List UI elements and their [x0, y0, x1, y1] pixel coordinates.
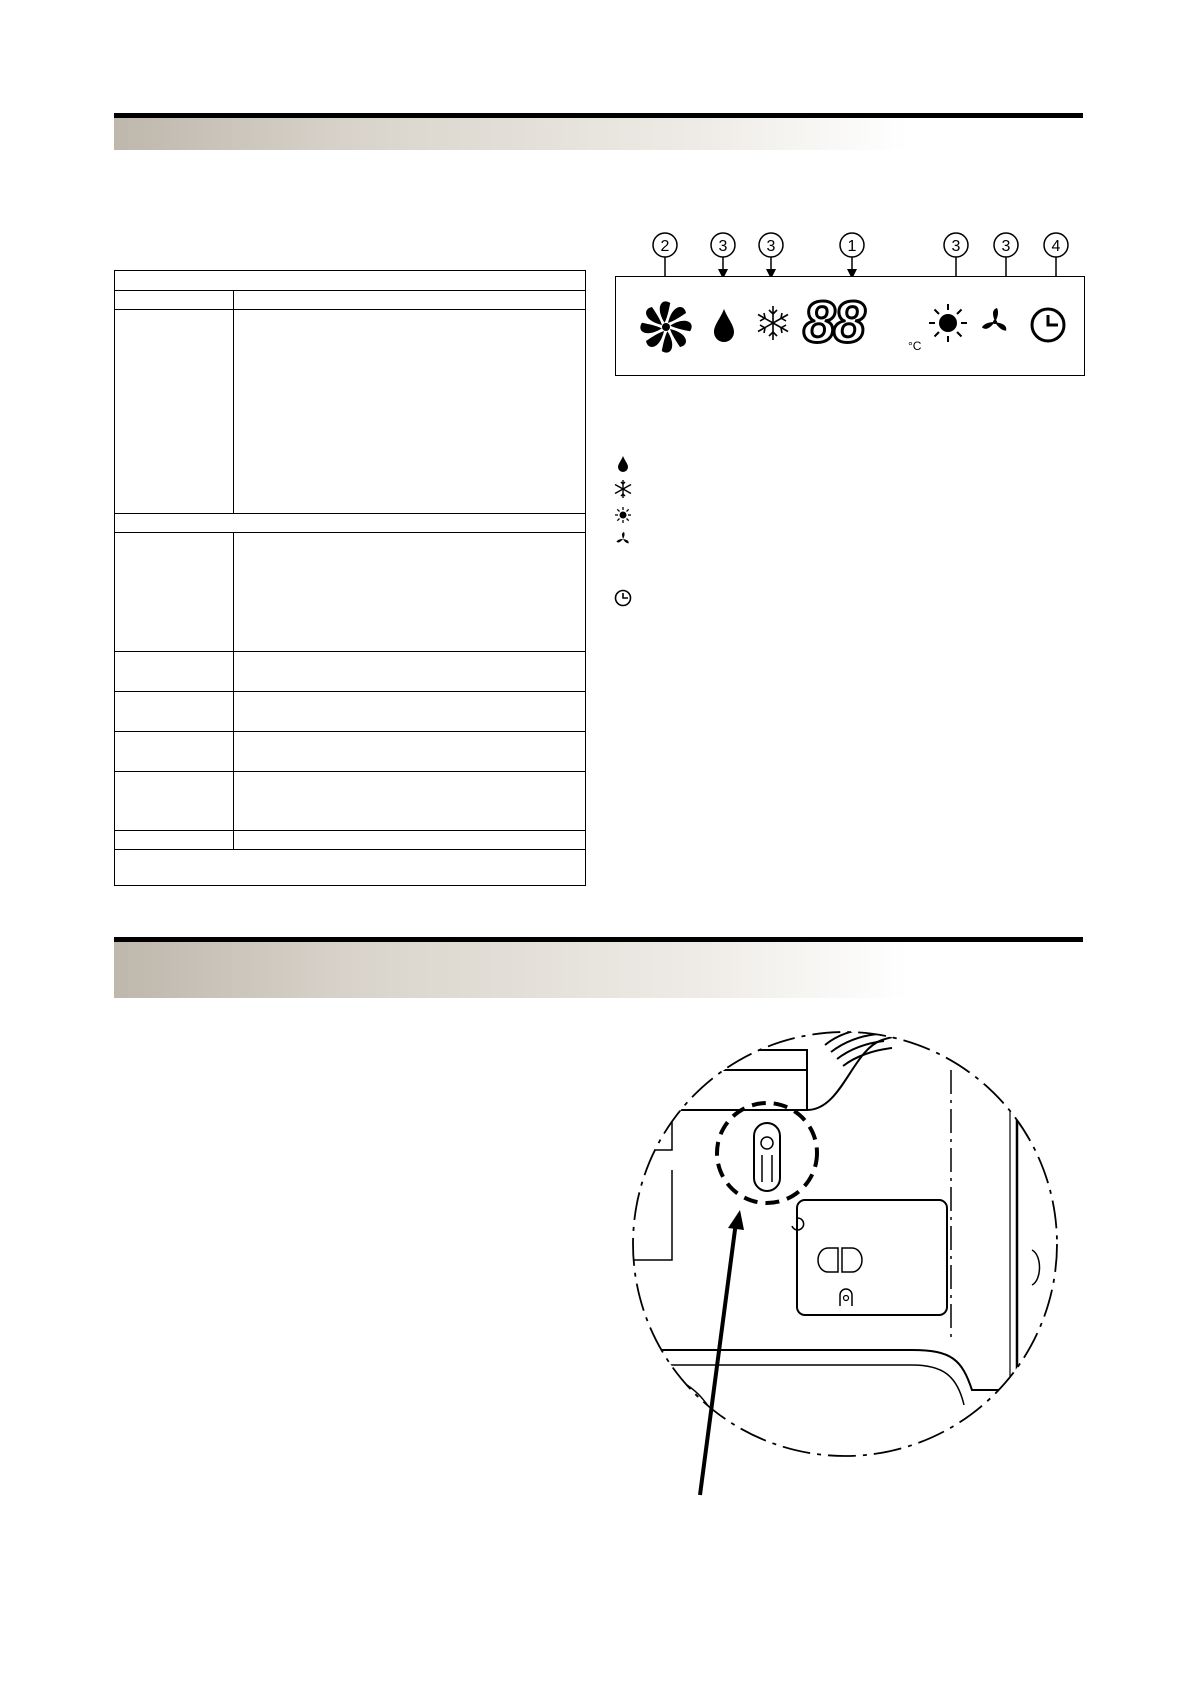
table-column-divider [233, 290, 234, 513]
callout-label: 3 [718, 238, 728, 255]
table-row-divider [115, 513, 585, 514]
heat-sun-icon [926, 301, 970, 345]
snowflake-icon [613, 479, 633, 499]
drop-icon [616, 455, 630, 473]
table-row-divider [115, 309, 585, 310]
table-row-divider [115, 532, 585, 533]
display-panel [615, 276, 1085, 376]
fan-icon [614, 530, 632, 548]
clock-icon [613, 588, 633, 608]
table-row-divider [115, 731, 585, 732]
callout-label: 3 [1001, 238, 1011, 255]
cool-snowflake-icon [753, 303, 793, 343]
sun-icon [614, 506, 632, 524]
table-row-divider [115, 849, 585, 850]
control-table [114, 270, 586, 886]
callout-label: 1 [847, 238, 857, 255]
callout-label: 2 [660, 238, 670, 255]
fan-speed-icon [636, 297, 696, 357]
drain-plug-highlight [717, 1103, 817, 1203]
callout-label: 4 [1051, 238, 1061, 255]
temperature-unit: °C [908, 339, 922, 353]
table-row-divider [115, 691, 585, 692]
section-2-header-band [114, 942, 1083, 998]
timer-clock-icon [1028, 305, 1068, 345]
table-column-divider [233, 532, 234, 849]
dehumidify-drop-icon [711, 307, 737, 343]
table-row-divider [115, 651, 585, 652]
callout-label: 3 [766, 238, 776, 255]
table-row-divider [115, 830, 585, 831]
callout-label: 3 [951, 238, 961, 255]
section-1-header-band [114, 118, 1083, 150]
table-row-divider [115, 771, 585, 772]
table-row-divider [115, 290, 585, 291]
temperature-digits: 88 [803, 290, 864, 355]
fan-mode-icon [978, 305, 1012, 339]
drain-detail-illustration [612, 1010, 1072, 1510]
pointer-arrow-icon [700, 1222, 736, 1495]
